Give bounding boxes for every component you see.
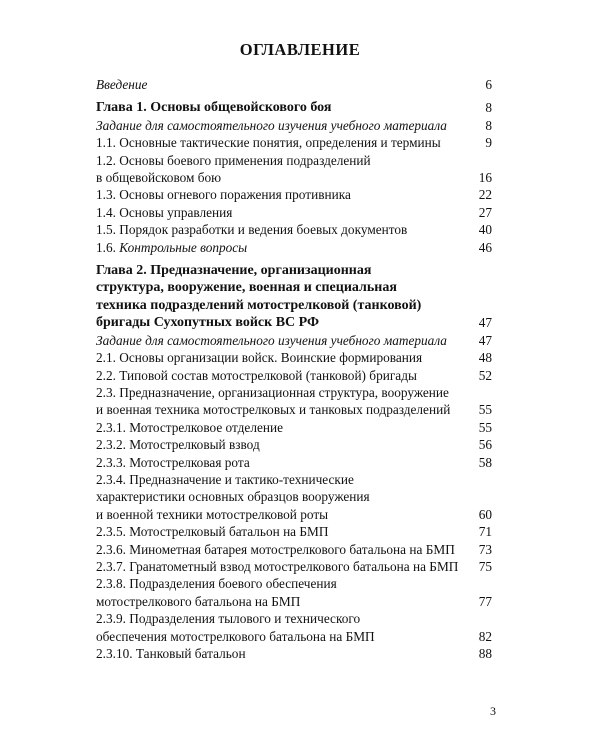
toc-line (96, 99, 492, 116)
toc-entry-page: 8 (485, 100, 492, 116)
toc-entry-title: 1.3. Основы огневого поражения противника (96, 187, 351, 203)
toc-line (96, 541, 492, 558)
toc-entry-title: 2.3.2. Мотострелковый взвод (96, 437, 260, 453)
toc-entry-title: 2.3.10. Танковый батальон (96, 646, 246, 661)
toc-entry (96, 645, 492, 662)
toc-entry-page: 9 (485, 135, 492, 151)
toc-line (96, 117, 492, 134)
toc-line (96, 204, 492, 221)
toc-line (96, 645, 492, 662)
toc-line (96, 262, 492, 279)
toc-entry-title: структура, вооружение, военная и специальная (96, 280, 397, 296)
toc-line (96, 384, 492, 401)
toc-line (96, 558, 492, 575)
toc-entry (96, 76, 492, 93)
toc-entry-page: 60 (478, 506, 492, 522)
toc-entry-title: 2.3.6. Минометная батарея мотострелкового батальона на БМП (96, 541, 455, 557)
toc-entry (96, 117, 492, 134)
toc-entry-page: 55 (478, 419, 492, 435)
toc-entry-page: 56 (478, 437, 492, 453)
toc-entry-title: в общевойсковом бою (96, 170, 222, 186)
toc-entry (96, 99, 492, 116)
toc-entry-page: 71 (478, 524, 492, 540)
toc-entry-page: 47 (478, 332, 492, 348)
toc-entry-page: 16 (478, 170, 492, 186)
toc-line (96, 314, 492, 331)
toc-line (96, 401, 492, 418)
toc-entry (96, 204, 492, 221)
toc-line (96, 523, 492, 540)
toc-line (96, 367, 492, 384)
toc-entry-title: Глава 2. Предназначение, организационная (96, 263, 372, 279)
toc-entry (96, 262, 492, 332)
toc-entry-title: 1.2. Основы боевого применения подразделений (96, 152, 371, 168)
toc-entry-title: характеристики основных образцов вооружения (96, 489, 370, 505)
toc-entry (96, 239, 492, 256)
page-title: ОГЛАВЛЕНИЕ (239, 40, 361, 59)
toc-line (96, 471, 492, 488)
toc-entry (96, 523, 492, 540)
toc-entry (96, 367, 492, 384)
toc-line (96, 279, 492, 296)
toc-entry-title: 2.3.3. Мотострелковая рота (96, 454, 250, 470)
toc-entry (96, 384, 492, 419)
toc-line (96, 76, 492, 93)
toc-entry-title: 1.6. Контрольные вопросы (96, 239, 248, 255)
toc-entry-page: 48 (478, 350, 492, 366)
toc-entry-page: 88 (478, 646, 492, 661)
toc-line (96, 332, 492, 349)
toc-entry-title: бригады Сухопутных войск ВС РФ (96, 315, 319, 331)
toc-line (96, 436, 492, 453)
toc-entry-page: 27 (478, 204, 492, 220)
toc-entry-title: 2.3. Предназначение, организационная структура, вооружение (96, 384, 449, 400)
toc-line (96, 593, 492, 610)
toc-entry (96, 558, 492, 575)
toc-line (96, 628, 492, 645)
toc-entry (96, 332, 492, 349)
toc-line (96, 575, 492, 592)
toc-entry-title: 2.1. Основы организации войск. Воинские формирования (96, 350, 423, 366)
toc-entry-title: Глава 1. Основы общевойскового боя (96, 100, 332, 116)
toc-entry-title: 2.3.9. Подразделения тылового и технического (96, 611, 361, 627)
toc-entry-title: техника подразделений мотострелковой (танковой) (96, 297, 422, 313)
toc-entry (96, 186, 492, 203)
toc-entry (96, 419, 492, 436)
toc-line (96, 488, 492, 505)
toc-entry-page: 55 (478, 402, 492, 418)
toc-line (96, 506, 492, 523)
toc-line (96, 169, 492, 186)
toc-entry-title: Задание для самостоятельного изучения учебного материала (96, 117, 447, 133)
toc-line (96, 134, 492, 151)
toc-line (96, 239, 492, 256)
toc-entry-page: 75 (478, 558, 492, 574)
toc-entry (96, 454, 492, 471)
toc-entry-page: 40 (478, 222, 492, 238)
toc-entry-page: 46 (478, 239, 492, 255)
toc-line (96, 419, 492, 436)
page-number: 3 (490, 704, 496, 718)
toc-entry-title: 1.4. Основы управления (96, 204, 233, 220)
toc-entry (96, 134, 492, 151)
toc-entry-title: 2.3.4. Предназначение и тактико-технические (96, 471, 354, 487)
toc-entry-page: 6 (485, 77, 492, 92)
toc-entry (96, 610, 492, 645)
toc-entry-title: и военная техника мотострелковых и танковых подразделений (96, 402, 451, 418)
toc-entry-page: 52 (478, 367, 492, 383)
toc-entry-page: 22 (478, 187, 492, 203)
toc-entry (96, 471, 492, 523)
toc-entry (96, 575, 492, 610)
toc-line (96, 349, 492, 366)
toc-entry-title: Задание для самостоятельного изучения учебного материала (96, 332, 447, 348)
table-of-contents (96, 76, 492, 662)
toc-entry-title: Введение (96, 77, 148, 92)
toc-entry-page: 73 (478, 541, 492, 557)
toc-entry-title: 2.3.1. Мотострелковое отделение (96, 419, 283, 435)
toc-line (96, 610, 492, 627)
toc-line (96, 297, 492, 314)
toc-entry (96, 152, 492, 187)
toc-entry (96, 221, 492, 238)
toc-entry-title: 2.3.5. Мотострелковый батальон на БМП (96, 524, 329, 540)
toc-entry-page: 47 (478, 315, 492, 331)
toc-entry-page: 77 (478, 593, 492, 609)
toc-line (96, 454, 492, 471)
toc-entry-title: мотострелкового батальона на БМП (96, 593, 301, 609)
toc-entry-title: и военной техники мотострелковой роты (96, 506, 329, 522)
toc-entry-title: 2.3.7. Гранатометный взвод мотострелкового батальона на БМП (96, 558, 459, 574)
toc-entry-page: 82 (478, 628, 492, 644)
toc-entry-title: обеспечения мотострелкового батальона на БМП (96, 628, 375, 644)
toc-entry-title: 1.1. Основные тактические понятия, определения и термины (96, 135, 441, 151)
toc-entry-page: 8 (485, 117, 492, 133)
toc-entry-title: 2.2. Типовой состав мотострелковой (танковой) бригады (96, 367, 417, 383)
toc-line (96, 152, 492, 169)
toc-entry-page: 58 (478, 454, 492, 470)
toc-line (96, 221, 492, 238)
toc-line (96, 186, 492, 203)
toc-entry (96, 436, 492, 453)
toc-entry-title: 2.3.8. Подразделения боевого обеспечения (96, 576, 337, 592)
toc-entry-title: 1.5. Порядок разработки и ведения боевых документов (96, 222, 408, 238)
toc-entry (96, 541, 492, 558)
toc-entry (96, 349, 492, 366)
